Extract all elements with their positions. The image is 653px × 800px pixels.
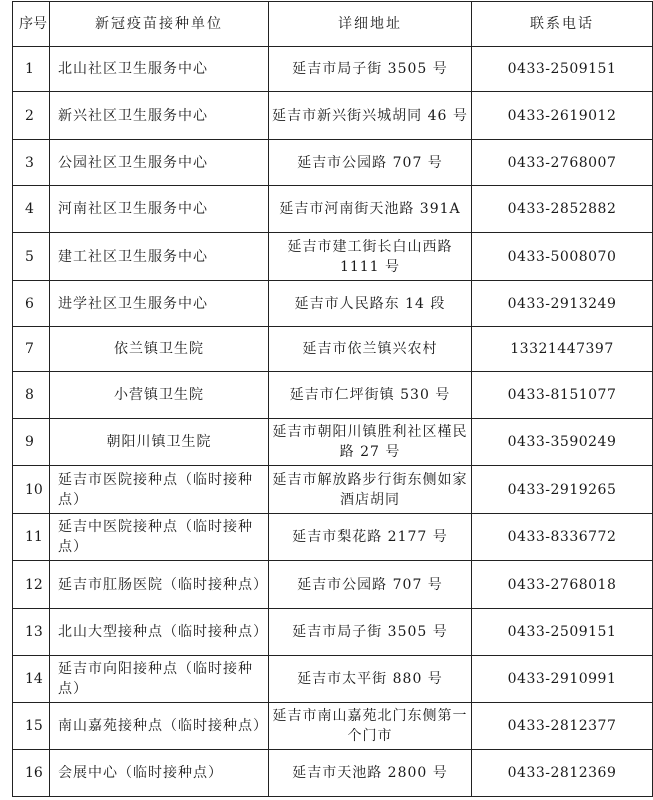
row-phone: 0433-8151077	[472, 372, 653, 419]
row-seq: 16	[13, 750, 50, 797]
row-unit: 南山嘉苑接种点（临时接种点）	[50, 703, 269, 750]
row-seq: 5	[13, 233, 50, 281]
table-row	[13, 466, 653, 514]
row-phone: 0433-2919265	[472, 466, 653, 514]
row-phone: 0433-5008070	[472, 233, 653, 281]
row-address: 延吉市仁坪街镇 530 号	[269, 372, 472, 419]
table-row	[13, 703, 653, 750]
row-address: 延吉市建工街长白山西路 1111 号	[269, 233, 472, 281]
row-phone: 0433-2509151	[472, 609, 653, 656]
row-phone: 0433-2768007	[472, 140, 653, 186]
header-unit: 新冠疫苗接种单位	[50, 2, 269, 47]
row-address: 延吉市南山嘉苑北门东侧第一个门市	[269, 703, 472, 750]
row-unit: 延吉市向阳接种点（临时接种点）	[50, 656, 269, 703]
row-seq: 10	[13, 466, 50, 514]
row-seq: 3	[13, 140, 50, 186]
row-phone: 0433-8336772	[472, 514, 653, 561]
row-seq: 13	[13, 609, 50, 656]
row-unit: 延吉中医院接种点（临时接种点）	[50, 514, 269, 561]
table-row	[13, 47, 653, 92]
row-seq: 6	[13, 281, 50, 327]
table-row	[13, 186, 653, 233]
table-row	[13, 514, 653, 561]
table-row	[13, 609, 653, 656]
row-unit: 北山大型接种点（临时接种点）	[50, 609, 269, 656]
row-seq: 11	[13, 514, 50, 561]
row-address: 延吉市公园路 707 号	[269, 561, 472, 609]
row-phone: 0433-2619012	[472, 92, 653, 140]
row-unit: 朝阳川镇卫生院	[50, 419, 269, 466]
row-address: 延吉市解放路步行街东侧如家酒店胡同	[269, 466, 472, 514]
row-seq: 15	[13, 703, 50, 750]
row-seq: 14	[13, 656, 50, 703]
header-phone: 联系电话	[472, 2, 653, 47]
row-phone: 0433-3590249	[472, 419, 653, 466]
row-address: 延吉市天池路 2800 号	[269, 750, 472, 797]
row-unit: 河南社区卫生服务中心	[50, 186, 269, 233]
row-unit: 北山社区卫生服务中心	[50, 47, 269, 92]
table-body	[13, 47, 653, 797]
row-seq: 1	[13, 47, 50, 92]
table-row	[13, 750, 653, 797]
vaccination-sites-table	[12, 1, 653, 797]
row-unit: 会展中心（临时接种点）	[50, 750, 269, 797]
row-address: 延吉市河南街天池路 391A	[269, 186, 472, 233]
row-phone: 13321447397	[472, 327, 653, 372]
row-phone: 0433-2768018	[472, 561, 653, 609]
row-address: 延吉市局子街 3505 号	[269, 609, 472, 656]
row-phone: 0433-2812377	[472, 703, 653, 750]
table-row	[13, 561, 653, 609]
row-phone: 0433-2852882	[472, 186, 653, 233]
row-phone: 0433-2812369	[472, 750, 653, 797]
row-unit: 延吉市医院接种点（临时接种点）	[50, 466, 269, 514]
row-unit: 小营镇卫生院	[50, 372, 269, 419]
table-header-row	[13, 2, 653, 47]
row-unit: 公园社区卫生服务中心	[50, 140, 269, 186]
row-seq: 12	[13, 561, 50, 609]
table-row	[13, 656, 653, 703]
row-seq: 9	[13, 419, 50, 466]
header-address: 详细地址	[269, 2, 472, 47]
row-unit: 延吉市肛肠医院（临时接种点）	[50, 561, 269, 609]
row-phone: 0433-2509151	[472, 47, 653, 92]
row-phone: 0433-2913249	[472, 281, 653, 327]
row-address: 延吉市公园路 707 号	[269, 140, 472, 186]
header-seq: 序号	[13, 2, 50, 47]
row-phone: 0433-2910991	[472, 656, 653, 703]
row-address: 延吉市人民路东 14 段	[269, 281, 472, 327]
row-unit: 依兰镇卫生院	[50, 327, 269, 372]
row-address: 延吉市局子街 3505 号	[269, 47, 472, 92]
row-address: 延吉市朝阳川镇胜利社区槿民路 27 号	[269, 419, 472, 466]
row-seq: 2	[13, 92, 50, 140]
table-row	[13, 140, 653, 186]
row-unit: 新兴社区卫生服务中心	[50, 92, 269, 140]
table-row	[13, 92, 653, 140]
row-unit: 进学社区卫生服务中心	[50, 281, 269, 327]
table-row	[13, 233, 653, 281]
table-row	[13, 372, 653, 419]
row-seq: 8	[13, 372, 50, 419]
row-address: 延吉市依兰镇兴农村	[269, 327, 472, 372]
table-row	[13, 419, 653, 466]
table-row	[13, 281, 653, 327]
row-seq: 7	[13, 327, 50, 372]
table-row	[13, 327, 653, 372]
row-seq: 4	[13, 186, 50, 233]
row-address: 延吉市太平街 880 号	[269, 656, 472, 703]
row-address: 延吉市新兴街兴城胡同 46 号	[269, 92, 472, 140]
row-address: 延吉市梨花路 2177 号	[269, 514, 472, 561]
row-unit: 建工社区卫生服务中心	[50, 233, 269, 281]
